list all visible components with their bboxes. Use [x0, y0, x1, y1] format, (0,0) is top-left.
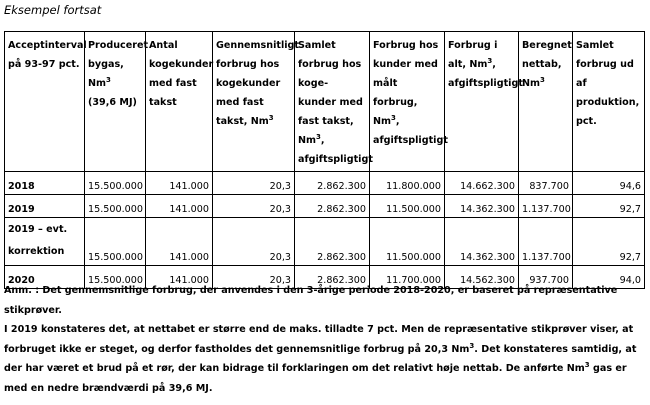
- table-cell: 15.500.000: [85, 266, 146, 289]
- table-cell: 141.000: [146, 266, 213, 289]
- table-cell: 937.700: [519, 266, 573, 289]
- table-cell: 14.362.300: [445, 218, 519, 266]
- table-cell: 2.862.300: [295, 195, 370, 218]
- table-cell: 141.000: [146, 172, 213, 195]
- table-caption: Eksempel fortsat: [4, 3, 102, 17]
- table-cell: 14.362.300: [445, 195, 519, 218]
- column-header: Forbrug hos kunder med målt forbrug, Nm$^3$, afgiftspligtigt: [370, 32, 445, 172]
- column-header: Beregnet nettab, Nm$^3$: [519, 32, 573, 172]
- table-cell: 2.862.300: [295, 172, 370, 195]
- table-cell: 11.500.000: [370, 218, 445, 266]
- table-cell: 2.862.300: [295, 218, 370, 266]
- table-cell: 11.500.000: [370, 195, 445, 218]
- column-header: Antal kogekunder med fast takst: [146, 32, 213, 172]
- table-cell: 94,6: [573, 172, 645, 195]
- table-cell: 141.000: [146, 218, 213, 266]
- table-cell: 20,3: [213, 172, 295, 195]
- table-cell: 15.500.000: [85, 195, 146, 218]
- note-anm: Anm. : Det gennemsnitlige forbrug, der anvendes i den 3-årige periode 2018-2020, er baseret på repræsentative stikprøver.: [4, 285, 618, 316]
- table-cell: 15.500.000: [85, 172, 146, 195]
- row-year: 2019 – evt. korrektion: [5, 218, 85, 266]
- table-cell: 141.000: [146, 195, 213, 218]
- column-header: Samlet forbrug ud af produktion, pct.: [573, 32, 645, 172]
- table-cell: 2.862.300: [295, 266, 370, 289]
- table-cell: 14.562.300: [445, 266, 519, 289]
- table-row: [5, 195, 645, 218]
- table-row: [5, 218, 645, 266]
- note-paragraph: I 2019 konstateres det, at nettabet er større end de maks. tilladte 7 pct. Men de repræsentative stikprøver viser, at forbruget ikke er steget, og derfor fastholdes det gennemsnitlige forbrug på 20,3 Nm$^3$. Det konstateres samtidig, at der har været et brud på et rør, der kan bidrage til forklaringen om det relativt høje nettab. De anførte Nm$^3$ gas er med en nedre brændværdi på 39,6 MJ.: [4, 324, 637, 394]
- table-cell: 14.662.300: [445, 172, 519, 195]
- table-header-row: [5, 32, 645, 172]
- table-cell: 1.137.700: [519, 218, 573, 266]
- table-cell: 92,7: [573, 218, 645, 266]
- table-cell: 11.700.000: [370, 266, 445, 289]
- gas-consumption-table: [4, 31, 645, 289]
- table-cell: 20,3: [213, 218, 295, 266]
- table-cell: 837.700: [519, 172, 573, 195]
- column-header: Gennemsnitligt forbrug hos kogekunder med fast takst, Nm$^3$: [213, 32, 295, 172]
- column-header: Produceret bygas, Nm$^3$ (39,6 MJ): [85, 32, 146, 172]
- row-year: 2018: [5, 172, 85, 195]
- table-row: [5, 172, 645, 195]
- column-header: Forbrug i alt, Nm$^3$, afgiftspligtigt: [445, 32, 519, 172]
- table-cell: 1.137.700: [519, 195, 573, 218]
- table-cell: 94,0: [573, 266, 645, 289]
- table-cell: 15.500.000: [85, 218, 146, 266]
- table-cell: 11.800.000: [370, 172, 445, 195]
- table-cell: 92,7: [573, 195, 645, 218]
- table-cell: 20,3: [213, 266, 295, 289]
- column-header: Acceptinterval på 93-97 pct.: [5, 32, 85, 172]
- row-year: 2020: [5, 266, 85, 289]
- notes: [4, 281, 644, 398]
- column-header: Samlet forbrug hos koge-kunder med fast takst, Nm$^3$, afgiftspligtigt: [295, 32, 370, 172]
- row-year: 2019: [5, 195, 85, 218]
- table-cell: 20,3: [213, 195, 295, 218]
